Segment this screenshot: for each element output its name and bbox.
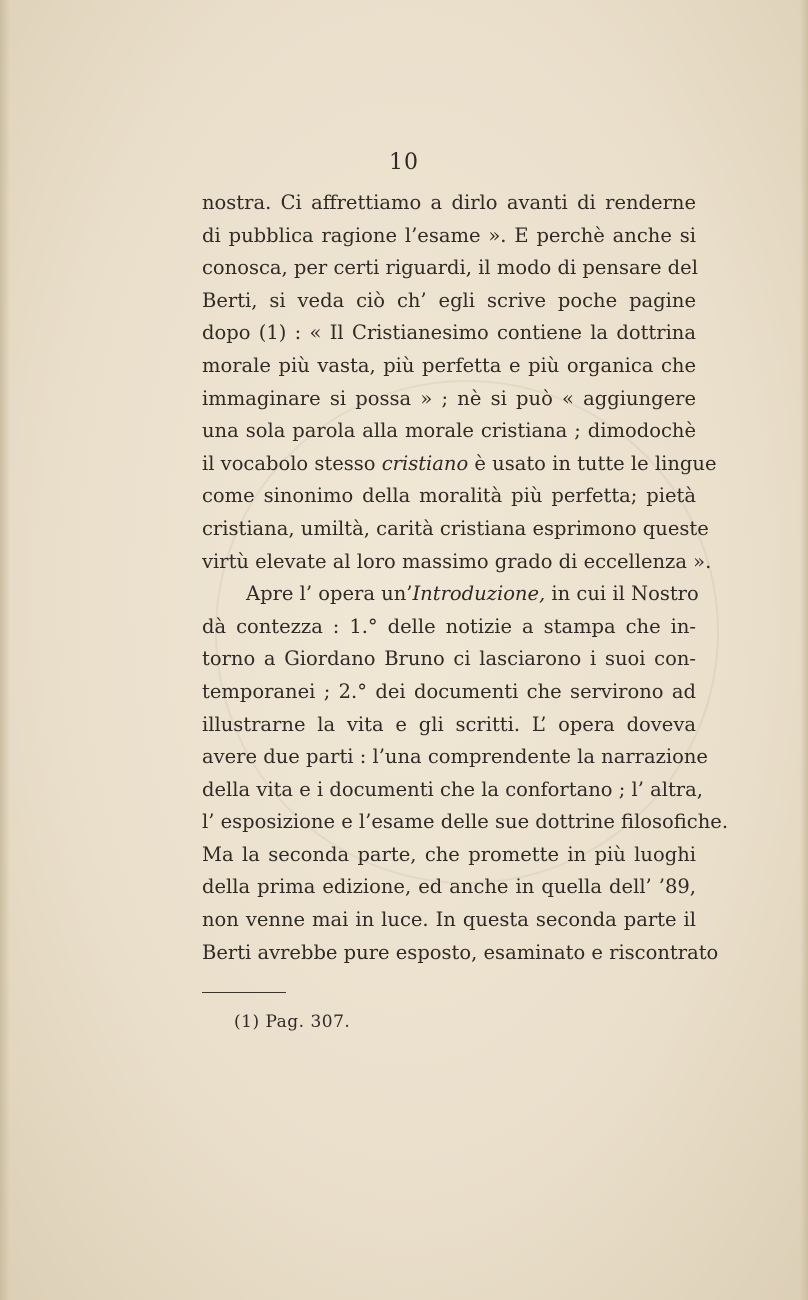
text-line: virtù elevate al loro massimo grado di eccellenza ». [202,549,712,573]
italic-term: Introduzione, [412,582,546,606]
page-edge-left [0,0,10,1300]
text-line: dopo (1) : « Il Cristianesimo contiene la dottrina [202,321,696,345]
text-line: l’ esposizione e l’esame delle sue dottrine filosofiche. [202,810,729,834]
text-line: illustrarne la vita e gli scritti. L’ opera doveva [202,712,696,736]
footnote-rule [202,992,286,993]
text-line: Ma la seconda parte, che promette in più luoghi [202,842,696,866]
text-line: torno a Giordano Bruno ci lasciarono i suoi con- [202,647,696,671]
text-line: immaginare si possa » ; nè si può « aggiungere [202,386,696,410]
text-line: Berti avrebbe pure esposto, esaminato e riscontrato [202,940,719,964]
text-line: cristiana, umiltà, carità cristiana esprimono queste [202,516,709,540]
text-line: avere due parti : l’una comprendente la narrazione [202,745,708,769]
text-segment: è usato in tutte le lingue [468,451,717,475]
text-line: non venne mai in luce. In questa seconda parte il [202,908,696,932]
italic-term: cristiano [381,451,469,475]
text-line: conosca, per certi riguardi, il modo di pensare del [202,256,698,280]
text-line: una sola parola alla morale cristiana ; dimodochè [202,419,696,443]
text-segment: in cui il Nostro [545,582,699,606]
text-line: di pubblica ragione l’esame ». E perchè anche si [202,223,696,247]
text-line: della prima edizione, ed anche in quella dell’ ’89, [202,875,696,899]
body-text [202,187,729,969]
text-line: temporanei ; 2.° dei documenti che servirono ad [202,679,696,703]
footnote: (1) Pag. 307. [234,1012,351,1032]
text-segment: il vocabolo stesso [202,451,382,475]
text-line: della vita e i documenti che la confortano ; l’ altra, [202,777,703,801]
text-line [202,578,699,611]
text-segment: Apre l’ opera un’ [246,582,413,606]
text-line: Berti, si veda ciò ch’ egli scrive poche pagine [202,288,696,312]
text-line: come sinonimo della moralità più perfetta; pietà [202,484,696,508]
text-line: nostra. Ci affrettiamo a dirlo avanti di renderne [202,191,696,214]
text-line [202,448,717,481]
page-number: 10 [389,150,419,175]
page-edge-right [800,0,808,1300]
text-line: dà contezza : 1.° delle notizie a stampa che in- [202,614,696,638]
text-line: morale più vasta, più perfetta e più organica che [202,353,696,377]
